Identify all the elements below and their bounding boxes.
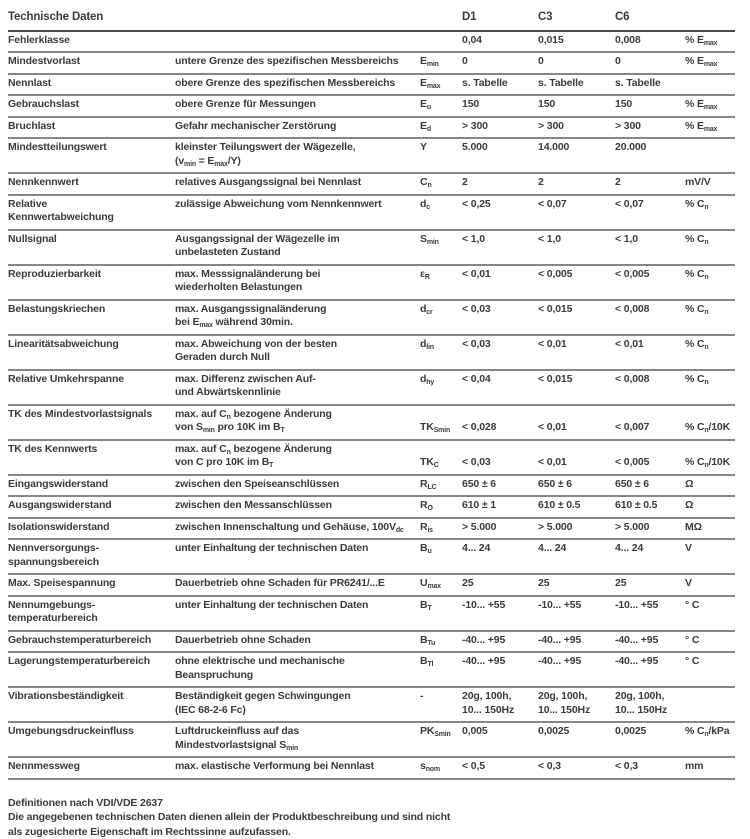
row-value-d1: > 300 (462, 120, 538, 134)
row-value-c6: < 0,3 (615, 760, 685, 774)
row-symbol (420, 34, 462, 48)
row-param-name: Vibrationsbeständigkeit (8, 690, 175, 717)
row-value-c3: < 0,015 (538, 303, 615, 330)
row-value-c6: 4... 24 (615, 542, 685, 569)
table-row (8, 597, 735, 632)
row-value-d1: < 0,03 (462, 456, 538, 470)
row-value-c3: 0 (538, 55, 615, 69)
row-value-c6: < 0,005 (615, 456, 685, 470)
row-symbol: $d_{hy}$ (420, 373, 462, 400)
row-value-c3: < 0,01 (538, 456, 615, 470)
row-symbol: $\varepsilon_R$ (420, 268, 462, 295)
row-unit: % $E_{max}$ (685, 34, 735, 48)
row-description: untere Grenze des spezifischen Messbereichs (175, 55, 420, 69)
row-param-name: Lagerungstemperaturbereich (8, 655, 175, 682)
row-value-c3: 0,015 (538, 34, 615, 48)
row-value-c6: < 0,07 (615, 198, 685, 225)
row-value-c3: 14.000 (538, 141, 615, 168)
row-value-d1: 650 ± 6 (462, 478, 538, 492)
row-symbol: $d_{lin}$ (420, 338, 462, 365)
table-row (8, 519, 735, 541)
row-value-c6: -10... +55 (615, 599, 685, 626)
footer-definitions-line: Definitionen nach VDI/VDE 2637 (8, 796, 750, 811)
row-unit: MΩ (685, 521, 735, 535)
row-symbol: - (420, 690, 462, 717)
table-row (8, 32, 735, 54)
row-value-d1: 2 (462, 176, 538, 190)
row-param-name: Nullsignal (8, 233, 175, 260)
row-param-name: Nennmessweg (8, 760, 175, 774)
row-symbol: $d_c$ (420, 198, 462, 225)
table-row (8, 723, 735, 758)
row-unit: ° C (685, 599, 735, 626)
row-param-name: Eingangswiderstand (8, 478, 175, 492)
row-unit: % $C_n$ (685, 338, 735, 365)
row-value-d1: < 0,04 (462, 373, 538, 400)
row-value-d1: -40... +95 (462, 655, 538, 682)
row-param-name: Linearitätsabweichung (8, 338, 175, 365)
row-description: obere Grenze für Messungen (175, 98, 420, 112)
row-symbol: $U_{max}$ (420, 577, 462, 591)
row-description: max. Differenz zwischen Auf- und Abwärtskennlinie (175, 373, 420, 400)
row-param-name: Nennlast (8, 77, 175, 91)
row-description: Dauerbetrieb ohne Schaden für PR6241/...E (175, 577, 420, 591)
row-value-c3: < 0,3 (538, 760, 615, 774)
row-value-c6: < 0,007 (615, 421, 685, 435)
row-value-c3: < 0,07 (538, 198, 615, 225)
row-description: ohne elektrische und mechanische Beanspruchung (175, 655, 420, 682)
row-value-c6: < 0,008 (615, 303, 685, 330)
row-symbol: $TK_{Smin}$ (420, 421, 462, 435)
table-row (8, 632, 735, 654)
row-unit: % $C_n$ (685, 198, 735, 225)
row-unit: Ω (685, 499, 735, 513)
row-unit: Ω (685, 478, 735, 492)
row-value-d1: 25 (462, 577, 538, 591)
row-description: unter Einhaltung der technischen Daten (175, 542, 420, 569)
row-symbol: $TK_C$ (420, 456, 462, 470)
table-row (8, 575, 735, 597)
row-value-d1: < 0,028 (462, 421, 538, 435)
row-unit: ° C (685, 634, 735, 648)
table-row (8, 196, 735, 231)
row-symbol: $C_n$ (420, 176, 462, 190)
row-value-c3: < 0,005 (538, 268, 615, 295)
row-description: max. Messsignaländerung bei wiederholten Belastungen (175, 268, 420, 295)
row-value-c6: 0,008 (615, 34, 685, 48)
row-value-d1: < 0,03 (462, 303, 538, 330)
row-value-c6: s. Tabelle (615, 77, 685, 91)
row-value-d1: 0,04 (462, 34, 538, 48)
row-param-name: Bruchlast (8, 120, 175, 134)
row-param-name: Ausgangswiderstand (8, 499, 175, 513)
row-unit (685, 690, 735, 717)
row-symbol: $R_O$ (420, 499, 462, 513)
row-description: Gefahr mechanischer Zerstörung (175, 120, 420, 134)
row-value-c6: > 5.000 (615, 521, 685, 535)
table-body (8, 32, 735, 780)
row-value-c3: 650 ± 6 (538, 478, 615, 492)
row-description: Dauerbetrieb ohne Schaden (175, 634, 420, 648)
row-description: Luftdruckeinfluss auf das Mindestvorlastsignal $S_{min}$ (175, 725, 420, 752)
row-description: kleinster Teilungswert der Wägezelle, $(v_{min} = E_{max}/Y)$ (175, 141, 420, 168)
row-value-d1: s. Tabelle (462, 77, 538, 91)
table-row (8, 231, 735, 266)
row-unit: mV/V (685, 176, 735, 190)
row-symbol: $d_{cr}$ (420, 303, 462, 330)
row-symbol: $R_{is}$ (420, 521, 462, 535)
row-unit: % $C_n$/kPa (685, 725, 735, 752)
table-row (8, 653, 735, 688)
row-value-c6: 25 (615, 577, 685, 591)
row-value-d1: < 0,25 (462, 198, 538, 225)
row-value-c6: 610 ± 0.5 (615, 499, 685, 513)
row-param-name: TK des Mindestvorlastsignals (8, 408, 175, 435)
row-description: obere Grenze des spezifischen Messbereichs (175, 77, 420, 91)
table-row (8, 301, 735, 336)
row-unit: % $C_n$ (685, 373, 735, 400)
row-value-d1: 150 (462, 98, 538, 112)
row-description: max. auf $C_n$ bezogene Änderung von C pro 10K im $B_T$ (175, 443, 420, 470)
row-symbol: $E_u$ (420, 98, 462, 112)
row-param-name: Mindestvorlast (8, 55, 175, 69)
row-unit: % $C_n/10K$ (685, 421, 735, 435)
row-param-name: Umgebungsdruckeinfluss (8, 725, 175, 752)
row-description: max. Ausgangssignaländerung bei $E_{max}$ während 30min. (175, 303, 420, 330)
row-unit: % $C_n$ (685, 303, 735, 330)
row-value-c3: 20g, 100h, 10... 150Hz (538, 690, 615, 717)
row-description: max. auf $C_n$ bezogene Änderung von $S_{min}$ pro 10K im $B_T$ (175, 408, 420, 435)
row-value-d1: 0 (462, 55, 538, 69)
table-title: Technische Daten (8, 11, 462, 25)
row-value-c6: < 0,008 (615, 373, 685, 400)
table-row (8, 118, 735, 140)
row-description: zwischen den Speiseanschlüssen (175, 478, 420, 492)
row-param-name: Relative Kennwertabweichung (8, 198, 175, 225)
row-value-c3: -40... +95 (538, 634, 615, 648)
row-value-c6: 650 ± 6 (615, 478, 685, 492)
row-value-c3: -40... +95 (538, 655, 615, 682)
row-param-name: Mindestteilungswert (8, 141, 175, 168)
table-row (8, 53, 735, 75)
row-unit: V (685, 542, 735, 569)
row-value-c3: > 300 (538, 120, 615, 134)
row-unit: % $C_n/10K$ (685, 456, 735, 470)
row-unit: % $E_{max}$ (685, 120, 735, 134)
footer-notes (8, 796, 750, 839)
row-param-name: Reproduzierbarkeit (8, 268, 175, 295)
column-header-d1: D1 (462, 11, 538, 25)
row-description (175, 34, 420, 48)
row-value-c6: 20.000 (615, 141, 685, 168)
table-row (8, 139, 735, 174)
row-value-d1: < 0,01 (462, 268, 538, 295)
table-row (8, 476, 735, 498)
row-description: Ausgangssignal der Wägezelle im unbelasteten Zustand (175, 233, 420, 260)
table-row (8, 441, 735, 476)
column-header-c6: C6 (615, 11, 685, 25)
row-symbol: $B_T$ (420, 599, 462, 626)
row-value-d1: 5.000 (462, 141, 538, 168)
row-value-d1: 0,005 (462, 725, 538, 752)
row-value-c3: 2 (538, 176, 615, 190)
row-symbol: $B_{Tl}$ (420, 655, 462, 682)
row-param-name: Relative Umkehrspanne (8, 373, 175, 400)
row-value-c6: < 0,005 (615, 268, 685, 295)
column-header-c3: C3 (538, 11, 615, 25)
row-value-d1: 20g, 100h, 10... 150Hz (462, 690, 538, 717)
row-value-d1: 4... 24 (462, 542, 538, 569)
row-value-c3: < 0,01 (538, 421, 615, 435)
row-description: zulässige Abweichung vom Nennkennwert (175, 198, 420, 225)
row-symbol: $E_d$ (420, 120, 462, 134)
row-param-name: Fehlerklasse (8, 34, 175, 48)
row-unit: % $E_{max}$ (685, 98, 735, 112)
row-value-c6: 2 (615, 176, 685, 190)
row-value-c3: s. Tabelle (538, 77, 615, 91)
row-unit: ° C (685, 655, 735, 682)
row-value-c6: > 300 (615, 120, 685, 134)
table-row (8, 540, 735, 575)
row-description: max. Abweichung von der besten Geraden durch Null (175, 338, 420, 365)
row-unit (685, 141, 735, 168)
row-value-c6: 20g, 100h, 10... 150Hz (615, 690, 685, 717)
table-row (8, 497, 735, 519)
row-unit: mm (685, 760, 735, 774)
row-symbol: $S_{min}$ (420, 233, 462, 260)
row-symbol: $B_u$ (420, 542, 462, 569)
row-value-c6: < 0,01 (615, 338, 685, 365)
row-symbol: $PK_{Smin}$ (420, 725, 462, 752)
row-param-name: Nennkennwert (8, 176, 175, 190)
technical-data-table (8, 8, 735, 780)
row-unit: % $C_n$ (685, 268, 735, 295)
row-description: unter Einhaltung der technischen Daten (175, 599, 420, 626)
row-symbol: $E_{max}$ (420, 77, 462, 91)
row-value-c3: < 0,01 (538, 338, 615, 365)
row-param-name: Nennversorgungs- spannungsbereich (8, 542, 175, 569)
table-row (8, 75, 735, 97)
row-value-c3: 150 (538, 98, 615, 112)
row-value-d1: -10... +55 (462, 599, 538, 626)
row-value-d1: 610 ± 1 (462, 499, 538, 513)
row-value-d1: < 0,03 (462, 338, 538, 365)
row-param-name: Gebrauchslast (8, 98, 175, 112)
row-value-c3: 610 ± 0.5 (538, 499, 615, 513)
row-unit: % $E_{max}$ (685, 55, 735, 69)
row-param-name: Gebrauchstemperaturbereich (8, 634, 175, 648)
row-value-d1: < 0,5 (462, 760, 538, 774)
table-row (8, 758, 735, 780)
row-value-c3: 4... 24 (538, 542, 615, 569)
row-symbol: $R_{LC}$ (420, 478, 462, 492)
row-value-c6: 0,0025 (615, 725, 685, 752)
row-value-c6: -40... +95 (615, 634, 685, 648)
row-value-c3: < 0,015 (538, 373, 615, 400)
row-param-name: Isolationswiderstand (8, 521, 175, 535)
row-value-c3: 0,0025 (538, 725, 615, 752)
row-value-c3: > 5.000 (538, 521, 615, 535)
table-row (8, 174, 735, 196)
row-value-d1: < 1,0 (462, 233, 538, 260)
table-row (8, 406, 735, 441)
row-symbol: $B_{Tu}$ (420, 634, 462, 648)
row-symbol: $s_{nom}$ (420, 760, 462, 774)
row-value-c6: 150 (615, 98, 685, 112)
row-param-name: TK des Kennwerts (8, 443, 175, 470)
row-value-c3: < 1,0 (538, 233, 615, 260)
row-param-name: Belastungskriechen (8, 303, 175, 330)
row-value-d1: > 5.000 (462, 521, 538, 535)
row-param-name: Nennumgebungs- temperaturbereich (8, 599, 175, 626)
footer-disclaimer-line-1: Die angegebenen technischen Daten dienen allein der Produktbeschreibung und sind nicht (8, 810, 750, 825)
row-unit (685, 77, 735, 91)
row-value-c6: < 1,0 (615, 233, 685, 260)
row-description: relatives Ausgangssignal bei Nennlast (175, 176, 420, 190)
table-row (8, 96, 735, 118)
row-param-name: Max. Speisespannung (8, 577, 175, 591)
table-row (8, 371, 735, 406)
row-unit: V (685, 577, 735, 591)
row-value-c3: 25 (538, 577, 615, 591)
row-value-c6: 0 (615, 55, 685, 69)
row-description: Beständigkeit gegen Schwingungen (IEC 68-2-6 Fc) (175, 690, 420, 717)
row-description: max. elastische Verformung bei Nennlast (175, 760, 420, 774)
footer-disclaimer-line-2: als zugesicherte Eigenschaft im Rechtssinne aufzufassen. (8, 825, 750, 839)
row-value-c6: -40... +95 (615, 655, 685, 682)
table-row (8, 336, 735, 371)
row-value-d1: -40... +95 (462, 634, 538, 648)
row-unit: % $C_n$ (685, 233, 735, 260)
table-row (8, 688, 735, 723)
table-header-row (8, 8, 735, 32)
row-description: zwischen Innenschaltung und Gehäuse, $100V_{dc}$ (175, 521, 420, 535)
row-symbol: Y (420, 141, 462, 168)
table-row (8, 266, 735, 301)
row-value-c3: -10... +55 (538, 599, 615, 626)
row-symbol: $E_{min}$ (420, 55, 462, 69)
row-description: zwischen den Messanschlüssen (175, 499, 420, 513)
